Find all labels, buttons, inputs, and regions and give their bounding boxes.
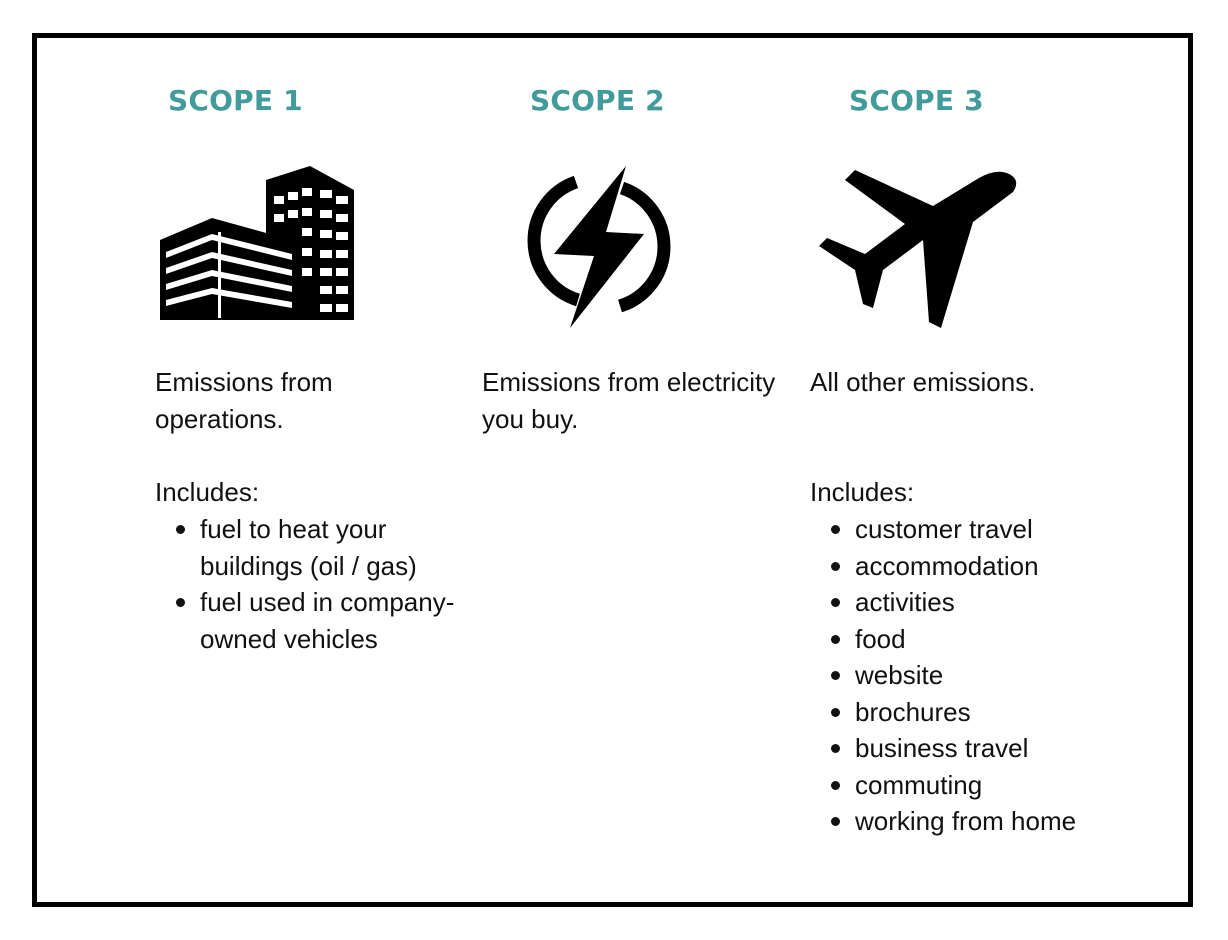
scope-3-title: SCOPE 3: [849, 84, 984, 117]
scope-1-list: [155, 511, 455, 657]
scope-2-description: Emissions from electricity you buy.: [482, 367, 776, 434]
scope-1-includes-label: Includes:: [155, 477, 260, 507]
list-item: food: [810, 621, 1110, 658]
building-icon: [158, 160, 358, 322]
list-item: fuel used in company-owned vehicles: [155, 584, 455, 657]
scope-2-title: SCOPE 2: [530, 84, 665, 117]
airplane-icon: [815, 160, 1021, 332]
scope-3-description: All other emissions.: [810, 367, 1036, 397]
scope-3-includes-label: Includes:: [810, 477, 915, 507]
scope-3-list: [810, 511, 1110, 840]
list-item: commuting: [810, 767, 1110, 804]
list-item: business travel: [810, 730, 1110, 767]
list-item: customer travel: [810, 511, 1110, 548]
list-item: fuel to heat your buildings (oil / gas): [155, 511, 455, 584]
scope-1-title: SCOPE 1: [168, 84, 303, 117]
list-item: accommodation: [810, 548, 1110, 585]
list-item: brochures: [810, 694, 1110, 731]
scope-1-description: Emissions from operations.: [155, 367, 333, 434]
list-item: activities: [810, 584, 1110, 621]
list-item: website: [810, 657, 1110, 694]
lightning-bolt-icon: [526, 160, 672, 330]
list-item: working from home: [810, 803, 1110, 840]
